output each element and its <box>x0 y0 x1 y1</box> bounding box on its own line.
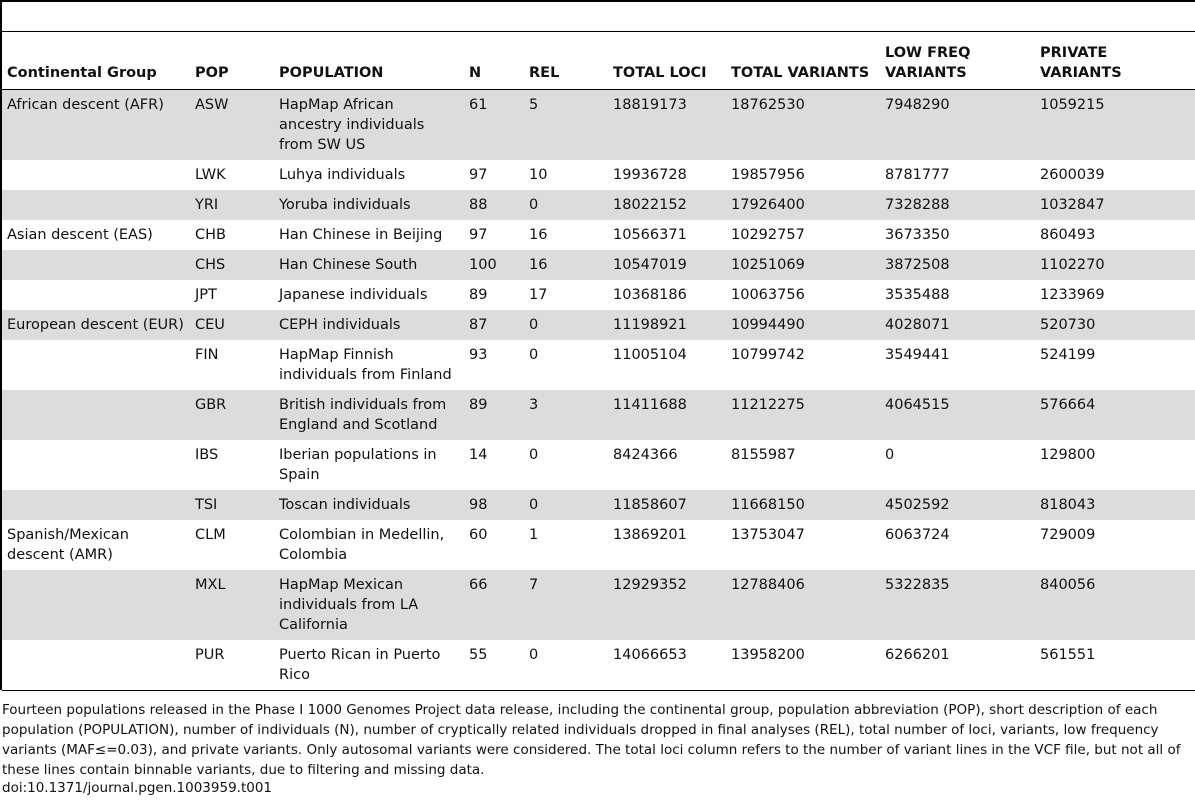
cell-rel: 16 <box>524 250 608 280</box>
cell-rel: 3 <box>524 390 608 440</box>
cell-population: Iberian populations in Spain <box>279 447 437 483</box>
cell-private-variants: 524199 <box>1040 347 1096 363</box>
cell-population: HapMap Finnish individuals from Finland <box>279 347 452 383</box>
cell-private-variants: 1102270 <box>1035 250 1195 280</box>
cell-total-variants: 13753047 <box>731 527 805 543</box>
header-total-variants: TOTAL VARIANTS <box>731 65 870 81</box>
cell-low-freq-variants: 3549441 <box>885 347 950 363</box>
cell-total-variants: 13958200 <box>731 647 805 663</box>
cell-total-loci: 19936728 <box>613 167 687 183</box>
cell-pop: CHS <box>190 250 274 280</box>
cell-n: 55 <box>469 647 488 663</box>
table-row <box>2 340 1195 390</box>
cell-population: Han Chinese South <box>274 250 464 280</box>
cell-rel: 7 <box>524 570 608 640</box>
cell-total-loci: 10547019 <box>608 250 726 280</box>
cell-total-loci: 11858607 <box>608 490 726 520</box>
cell-low-freq-variants: 3673350 <box>885 227 950 243</box>
cell-continental-group <box>2 440 190 490</box>
cell-rel: 0 <box>524 490 608 520</box>
cell-total-loci: 10566371 <box>613 227 687 243</box>
cell-rel: 0 <box>529 447 539 463</box>
header-low-freq-variants: LOW FREQ VARIANTS <box>885 45 971 81</box>
cell-population: British individuals from England and Scotland <box>274 390 464 440</box>
cell-total-variants: 10994490 <box>726 310 880 340</box>
cell-n: 97 <box>469 227 488 243</box>
cell-rel: 1 <box>529 527 539 543</box>
cell-private-variants: 860493 <box>1040 227 1096 243</box>
cell-total-variants: 10292757 <box>731 227 805 243</box>
cell-rel: 0 <box>524 310 608 340</box>
cell-low-freq-variants: 6266201 <box>885 647 950 663</box>
header-population: POPULATION <box>279 65 384 81</box>
cell-population: Puerto Rican in Puerto Rico <box>279 647 441 683</box>
table-row <box>2 640 1195 691</box>
cell-low-freq-variants: 3535488 <box>885 287 950 303</box>
table-row <box>2 570 1195 640</box>
table-body <box>2 90 1195 691</box>
cell-n: 66 <box>464 570 524 640</box>
table-row <box>2 490 1195 520</box>
table-row <box>2 160 1195 190</box>
cell-private-variants: 561551 <box>1040 647 1096 663</box>
cell-population: Luhya individuals <box>279 167 406 183</box>
cell-total-loci: 11005104 <box>613 347 687 363</box>
cell-low-freq-variants: 5322835 <box>880 570 1035 640</box>
cell-private-variants: 520730 <box>1035 310 1195 340</box>
cell-total-loci: 13869201 <box>613 527 687 543</box>
header-total-loci: TOTAL LOCI <box>613 65 707 81</box>
cell-total-variants: 12788406 <box>726 570 880 640</box>
cell-private-variants: 729009 <box>1040 527 1096 543</box>
cell-n: 88 <box>464 190 524 220</box>
cell-pop: LWK <box>195 167 226 183</box>
cell-n: 100 <box>464 250 524 280</box>
cell-pop: TSI <box>190 490 274 520</box>
table-header <box>2 41 1195 90</box>
cell-low-freq-variants: 0 <box>885 447 895 463</box>
cell-total-variants: 11668150 <box>726 490 880 520</box>
cell-population: CEPH individuals <box>274 310 464 340</box>
cell-pop: ASW <box>190 90 274 161</box>
cell-total-variants: 11212275 <box>726 390 880 440</box>
cell-private-variants: 818043 <box>1035 490 1195 520</box>
cell-total-loci: 8424366 <box>613 447 678 463</box>
table-row <box>2 250 1195 280</box>
table-row <box>2 280 1195 310</box>
cell-rel: 5 <box>524 90 608 161</box>
cell-pop: CLM <box>195 527 226 543</box>
cell-total-loci: 18819173 <box>608 90 726 161</box>
table-row <box>2 520 1195 570</box>
cell-population: Han Chinese in Beijing <box>279 227 443 243</box>
cell-pop: FIN <box>195 347 219 363</box>
cell-total-variants: 18762530 <box>726 90 880 161</box>
cell-pop: IBS <box>195 447 219 463</box>
cell-n: 60 <box>469 527 488 543</box>
cell-rel: 0 <box>529 647 539 663</box>
cell-rel: 0 <box>524 190 608 220</box>
cell-low-freq-variants: 7948290 <box>880 90 1035 161</box>
table-row <box>2 220 1195 250</box>
table-caption: Fourteen populations released in the Phase I 1000 Genomes Project data release, including the continental group, population abbreviation (POP), short description of each population (POPULATION), number of individuals (N), number of cryptically related individuals dropped in final analyses (REL), total number of loci, variants, low frequency variants (MAF≤=0.03), and private variants. Only autosomal variants were considered. The total loci column refers to the number of variant lines in the VCF file, but not all of these lines contain binnable variants, due to filtering and missing data. <box>2 702 1181 778</box>
cell-low-freq-variants: 7328288 <box>880 190 1035 220</box>
header-pop: POP <box>195 65 229 81</box>
cell-private-variants: 1233969 <box>1040 287 1105 303</box>
cell-pop: CEU <box>190 310 274 340</box>
cell-pop: GBR <box>190 390 274 440</box>
cell-low-freq-variants: 8781777 <box>885 167 950 183</box>
cell-population: HapMap African ancestry individuals from SW US <box>274 90 464 161</box>
cell-pop: YRI <box>190 190 274 220</box>
cell-continental-group <box>2 570 190 640</box>
cell-pop: CHB <box>195 227 226 243</box>
header-private-variants: PRIVATE VARIANTS <box>1040 45 1122 81</box>
doi-text: doi:10.1371/journal.pgen.1003959.t001 <box>2 780 273 796</box>
cell-continental-group: European descent (EUR) <box>2 310 190 340</box>
cell-population: Japanese individuals <box>279 287 428 303</box>
table-row <box>2 440 1195 490</box>
table-row <box>2 190 1195 220</box>
header-continental-group: Continental Group <box>7 65 157 81</box>
top-rule <box>0 0 1195 2</box>
cell-n: 89 <box>469 287 488 303</box>
cell-low-freq-variants: 4064515 <box>880 390 1035 440</box>
cell-total-loci: 11411688 <box>608 390 726 440</box>
cell-private-variants: 1032847 <box>1035 190 1195 220</box>
cell-n: 61 <box>464 90 524 161</box>
cell-population: Yoruba individuals <box>274 190 464 220</box>
cell-population: Toscan individuals <box>274 490 464 520</box>
table-row <box>2 90 1195 161</box>
cell-rel: 0 <box>529 347 539 363</box>
cell-total-loci: 10368186 <box>613 287 687 303</box>
table-row <box>2 390 1195 440</box>
cell-rel: 16 <box>529 227 548 243</box>
cell-private-variants: 129800 <box>1040 447 1096 463</box>
cell-continental-group <box>2 250 190 280</box>
header-rel: REL <box>529 65 560 81</box>
cell-n: 14 <box>469 447 488 463</box>
cell-continental-group <box>2 490 190 520</box>
cell-continental-group: Spanish/Mexican descent (AMR) <box>7 527 129 563</box>
populations-table <box>2 41 1195 691</box>
cell-low-freq-variants: 4028071 <box>880 310 1035 340</box>
cell-pop: PUR <box>195 647 225 663</box>
cell-private-variants: 576664 <box>1035 390 1195 440</box>
cell-total-variants: 8155987 <box>731 447 796 463</box>
cell-continental-group <box>2 190 190 220</box>
cell-total-variants: 10799742 <box>731 347 805 363</box>
cell-low-freq-variants: 6063724 <box>885 527 950 543</box>
cell-continental-group: African descent (AFR) <box>2 90 190 161</box>
cell-continental-group <box>2 390 190 440</box>
cell-total-loci: 18022152 <box>608 190 726 220</box>
cell-rel: 10 <box>529 167 548 183</box>
cell-n: 87 <box>464 310 524 340</box>
cell-population: Colombian in Medellin, Colombia <box>279 527 445 563</box>
cell-total-variants: 19857956 <box>731 167 805 183</box>
header-n: N <box>469 65 482 81</box>
cell-low-freq-variants: 4502592 <box>880 490 1035 520</box>
cell-pop: JPT <box>195 287 217 303</box>
cell-continental-group <box>2 640 190 691</box>
cell-total-variants: 10251069 <box>726 250 880 280</box>
cell-n: 98 <box>464 490 524 520</box>
cell-private-variants: 840056 <box>1035 570 1195 640</box>
cell-n: 97 <box>469 167 488 183</box>
cell-total-loci: 11198921 <box>608 310 726 340</box>
cell-total-loci: 14066653 <box>613 647 687 663</box>
cell-continental-group <box>2 340 190 390</box>
cell-total-variants: 17926400 <box>726 190 880 220</box>
table-row <box>2 310 1195 340</box>
header-top-rule <box>0 31 1195 32</box>
cell-total-loci: 12929352 <box>608 570 726 640</box>
cell-continental-group <box>2 280 190 310</box>
cell-private-variants: 2600039 <box>1040 167 1105 183</box>
cell-total-variants: 10063756 <box>731 287 805 303</box>
cell-continental-group: Asian descent (EAS) <box>7 227 153 243</box>
cell-private-variants: 1059215 <box>1035 90 1195 161</box>
cell-rel: 17 <box>529 287 548 303</box>
cell-low-freq-variants: 3872508 <box>880 250 1035 280</box>
cell-continental-group <box>2 160 190 190</box>
cell-population: HapMap Mexican individuals from LA California <box>274 570 464 640</box>
cell-pop: MXL <box>190 570 274 640</box>
header-row <box>2 41 1195 90</box>
cell-n: 89 <box>464 390 524 440</box>
cell-n: 93 <box>469 347 488 363</box>
